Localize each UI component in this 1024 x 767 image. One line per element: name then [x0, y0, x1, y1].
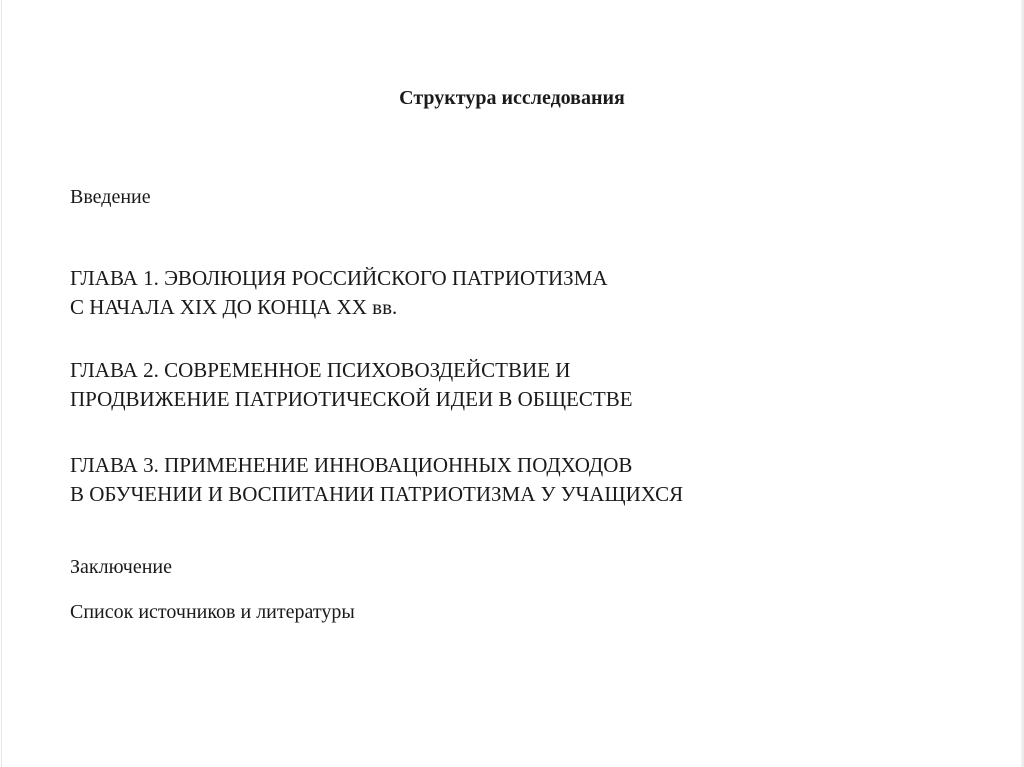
chapter-2	[70, 356, 633, 414]
chapter-3-line-1: ГЛАВА 3. ПРИМЕНЕНИЕ ИННОВАЦИОННЫХ ПОДХОДОВ	[70, 453, 633, 477]
chapter-1-line-1: ГЛАВА 1. ЭВОЛЮЦИЯ РОССИЙСКОГО ПАТРИОТИЗМА	[70, 266, 608, 290]
chapter-1-line-2: С НАЧАЛА XIX ДО КОНЦА XX вв.	[70, 295, 398, 319]
chapter-3-line-2: В ОБУЧЕНИИ И ВОСПИТАНИИ ПАТРИОТИЗМА У УЧАЩИХСЯ	[70, 482, 684, 506]
page-title: Структура исследования	[399, 87, 625, 109]
slide-left-border	[1, 0, 2, 767]
section-introduction: Введение	[70, 186, 151, 208]
chapter-3	[70, 451, 683, 509]
chapter-2-line-1: ГЛАВА 2. СОВРЕМЕННОЕ ПСИХОВОЗДЕЙСТВИЕ И	[70, 358, 571, 382]
chapter-1	[70, 264, 608, 322]
section-sources: Список источников и литературы	[70, 601, 355, 623]
chapter-2-line-2: ПРОДВИЖЕНИЕ ПАТРИОТИЧЕСКОЙ ИДЕИ В ОБЩЕСТВЕ	[70, 387, 633, 411]
section-conclusion: Заключение	[70, 556, 172, 578]
